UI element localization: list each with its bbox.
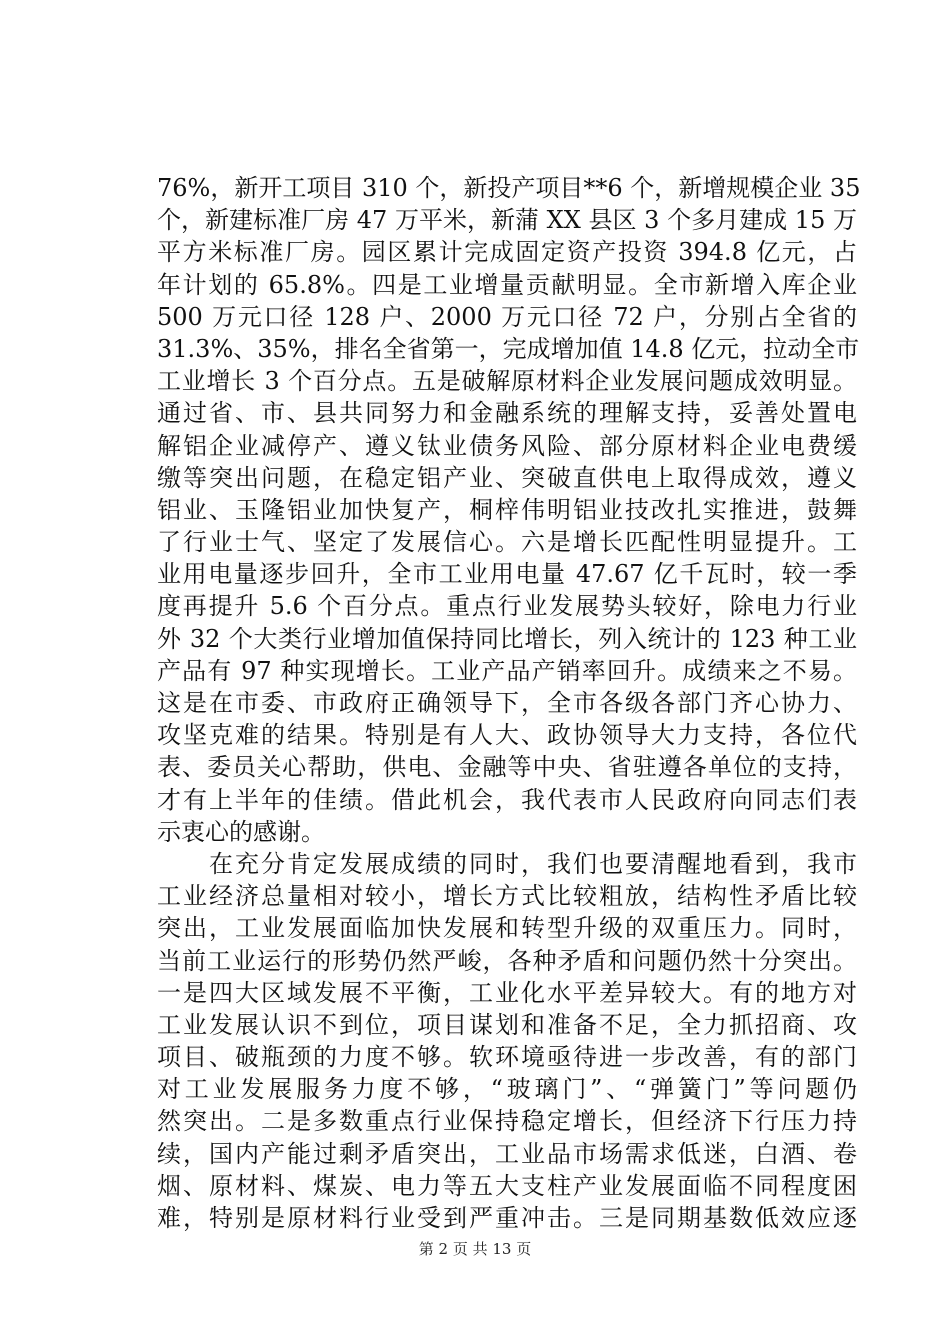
text-line: 铝业、玉隆铝业加快复产，桐梓伟明铝业技改扎实推进，鼓舞 [157, 495, 857, 524]
text-line: 工业增长 3 个百分点。五是破解原材料企业发展问题成效明显。 [157, 367, 857, 396]
text-line: 突出，工业发展面临加快发展和转型升级的双重压力。同时， [157, 914, 857, 943]
text-line: 工业发展认识不到位，项目谋划和准备不足，全力抓招商、攻 [157, 1010, 857, 1039]
text-line: 才有上半年的佳绩。借此机会，我代表市人民政府向同志们表 [157, 785, 857, 814]
text-line: 76%，新开工项目 310 个，新投产项目**6 个，新增规模企业 35 [157, 174, 861, 202]
page-number-footer: 第 2 页 共 13 页 [418, 1240, 532, 1258]
text-line: 烟、原材料、煤炭、电力等五大支柱产业发展面临不同程度困 [157, 1171, 857, 1200]
document-body [157, 172, 861, 1234]
text-line: 了行业士气、坚定了发展信心。六是增长匹配性明显提升。工 [157, 528, 857, 557]
text-line: 攻坚克难的结果。特别是有人大、政协领导大力支持，各位代 [157, 721, 857, 750]
text-line: 当前工业运行的形势仍然严峻，各种矛盾和问题仍然十分突出。 [157, 946, 857, 975]
text-line: 缴等突出问题，在稳定铝产业、突破直供电上取得成效，遵义 [157, 463, 857, 492]
text-line: 度再提升 5.6 个百分点。重点行业发展势头较好，除电力行业 [157, 592, 857, 621]
text-line: 工业经济总量相对较小，增长方式比较粗放，结构性矛盾比较 [157, 882, 857, 911]
text-line: 业用电量逐步回升，全市工业用电量 47.67 亿千瓦时，较一季 [157, 560, 857, 589]
text-line: 难，特别是原材料行业受到严重冲击。三是同期基数低效应逐 [157, 1204, 857, 1232]
text-line: 年计划的 65.8%。四是工业增量贡献明显。全市新增入库企业 [157, 270, 857, 299]
text-line: 项目、破瓶颈的力度不够。软环境亟待进一步改善，有的部门 [157, 1043, 857, 1072]
text-line: 外 32 个大类行业增加值保持同比增长，列入统计的 123 种工业 [157, 624, 857, 653]
text-line: 一是四大区域发展不平衡，工业化水平差异较大。有的地方对 [157, 978, 857, 1007]
text-line: 500 万元口径 128 户、2000 万元口径 72 户，分别占全省的 [157, 302, 857, 331]
text-line: 通过省、市、县共同努力和金融系统的理解支持，妥善处置电 [157, 399, 857, 428]
text-line: 示衷心的感谢。 [157, 817, 325, 846]
text-line: 这是在市委、市政府正确领导下，全市各级各部门齐心协力、 [157, 689, 857, 717]
text-line: 解铝企业减停产、遵义钛业债务风险、部分原材料企业电费缓 [157, 431, 857, 460]
text-line: 个，新建标准厂房 47 万平米，新蒲 XX 县区 3 个多月建成 15 万 [157, 206, 857, 235]
text-line: 表、委员关心帮助，供电、金融等中央、省驻遵各单位的支持， [157, 753, 857, 782]
text-line: 对工业发展服务力度不够，“玻璃门”、“弹簧门”等问题仍 [157, 1075, 857, 1104]
text-line: 31.3%、35%，排名全省第一，完成增加值 14.8 亿元，拉动全市 [157, 334, 860, 363]
text-line: 产品有 97 种实现增长。工业产品产销率回升。成绩来之不易。 [157, 656, 857, 685]
text-line: 续，国内产能过剩矛盾突出，工业品市场需求低迷，白酒、卷 [157, 1139, 857, 1168]
text-line: 然突出。二是多数重点行业保持稳定增长，但经济下行压力持 [157, 1107, 857, 1136]
text-line: 平方米标准厂房。园区累计完成固定资产投资 394.8 亿元，占 [157, 238, 857, 267]
paragraph-first-line: 在充分肯定发展成绩的同时，我们也要清醒地看到，我市 [157, 849, 857, 878]
